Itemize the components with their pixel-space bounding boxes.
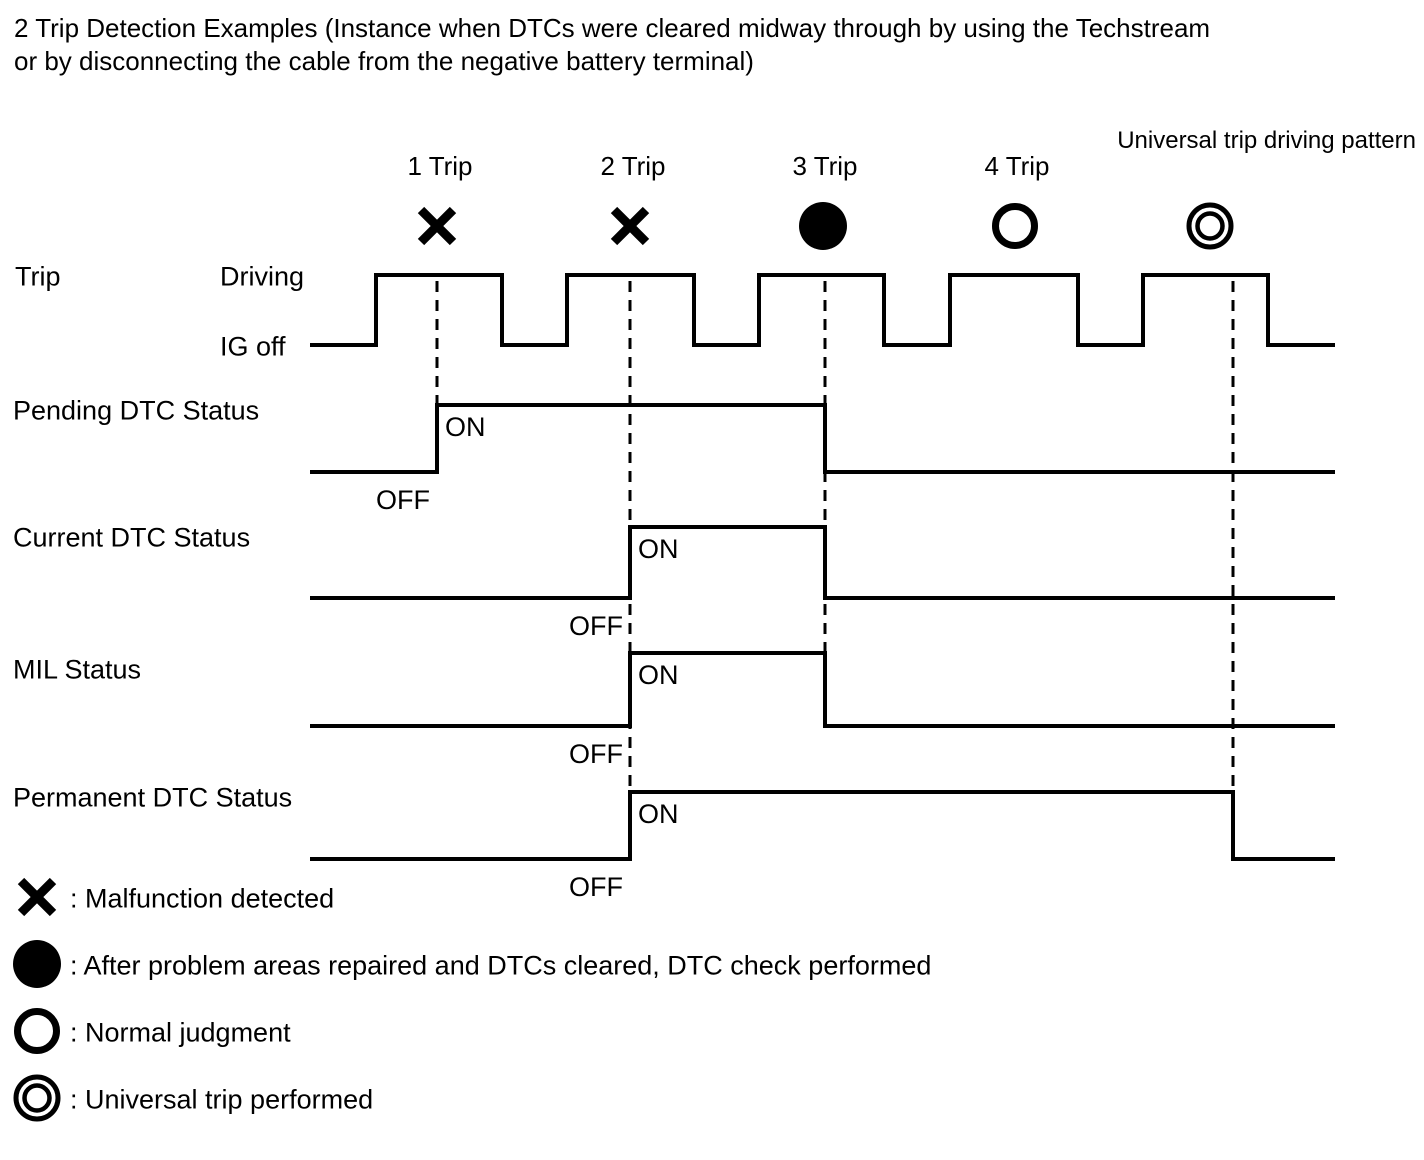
cross-icon	[614, 210, 646, 242]
legend-item-text: : Normal judgment	[70, 1017, 291, 1048]
status-waveform-3	[310, 792, 1335, 859]
driving-level-label: Driving	[220, 261, 305, 292]
trip-row-label: Trip	[15, 261, 61, 292]
on-label: ON	[638, 534, 679, 564]
legend-item-text: : After problem areas repaired and DTCs cleared, DTC check performed	[70, 950, 932, 981]
trip-count-label: 3 Trip	[792, 151, 858, 181]
filled-circle-icon	[799, 202, 847, 250]
filled-circle-icon	[13, 940, 61, 988]
status-row-label: Current DTC Status	[13, 522, 251, 553]
trip-count-label: 1 Trip	[407, 151, 473, 181]
off-label: OFF	[569, 739, 623, 769]
on-label: ON	[638, 799, 679, 829]
cross-icon	[421, 210, 453, 242]
double-circle-icon	[1189, 205, 1231, 247]
status-row-label: MIL Status	[13, 654, 142, 685]
cross-icon	[21, 881, 53, 913]
status-waveform-2	[310, 653, 1335, 726]
ig-off-level-label: IG off	[220, 331, 286, 362]
title-line-1: 2 Trip Detection Examples (Instance when DTCs were cleared midway through by using the Techstream	[14, 13, 1211, 43]
off-label: OFF	[376, 485, 430, 515]
off-label: OFF	[569, 611, 623, 641]
trip-count-label: 4 Trip	[984, 151, 1050, 181]
universal-trip-label: Universal trip driving pattern	[1117, 127, 1416, 154]
trip-waveform	[310, 275, 1335, 345]
off-label: OFF	[569, 872, 623, 902]
trip-count-label: 2 Trip	[600, 151, 666, 181]
open-circle-icon	[996, 207, 1035, 246]
legend-item-text: : Universal trip performed	[70, 1084, 374, 1115]
status-row-label: Pending DTC Status	[13, 395, 260, 426]
status-waveform-1	[310, 527, 1335, 598]
on-label: ON	[445, 412, 486, 442]
legend-item-text: : Malfunction detected	[70, 883, 335, 914]
open-circle-icon	[18, 1012, 57, 1051]
double-circle-icon	[16, 1077, 58, 1119]
on-label: ON	[638, 660, 679, 690]
title-line-2: or by disconnecting the cable from the negative battery terminal)	[14, 46, 754, 76]
status-row-label: Permanent DTC Status	[13, 782, 293, 813]
